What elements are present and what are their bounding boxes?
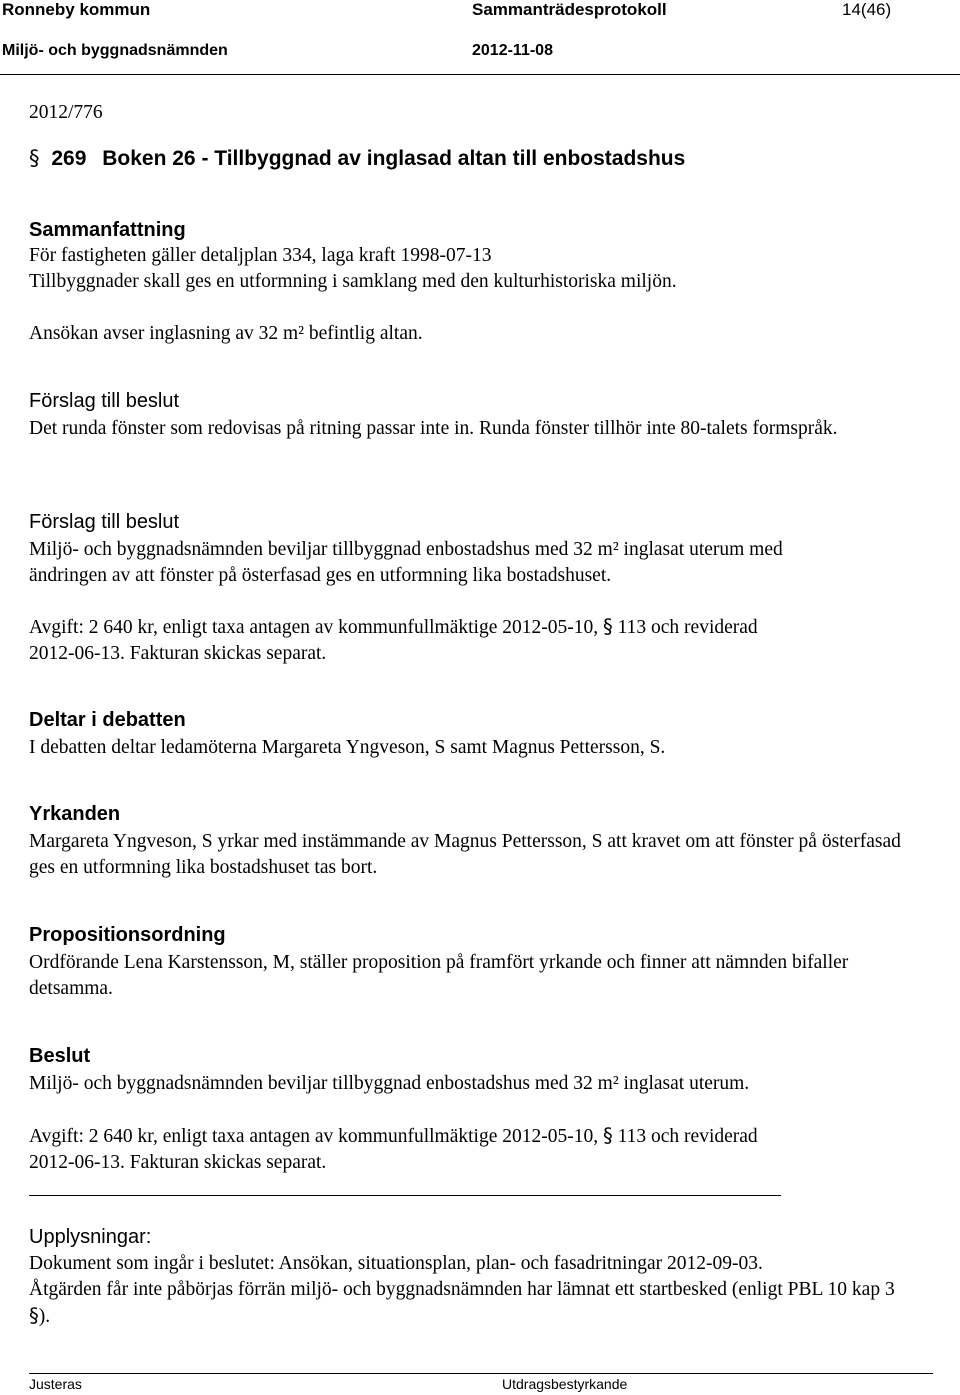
document-type: Sammanträdesprotokoll [472, 0, 667, 19]
forslag-text-2: Miljö- och byggnadsnämnden beviljar tillbyggnad enbostadshus med 32 m² inglasat uterum med ändringen av att fönster på österfasad ges en utformning lika bostadshuset. [29, 539, 783, 586]
beslut-fee-text-end: 113 och reviderad 2012-06-13. Fakturan skickas separat. [29, 1126, 758, 1173]
yrkanden-heading: Yrkanden [29, 803, 121, 825]
upplysningar-line-2 [29, 1277, 909, 1330]
upplysningar-section-symbol: § [29, 1304, 39, 1327]
header-rule [0, 74, 960, 75]
sammanfattning-line-1: För fastigheten gäller detaljplan 334, laga kraft 1998-07-13 [29, 245, 492, 266]
yrkanden-text: Margareta Yngveson, S yrkar med instämmande av Magnus Pettersson, S att kravet om att fönster på österfasad ges en utformning lika bostadshuset tas bort. [29, 831, 901, 878]
deltar-text: I debatten deltar ledamöterna Margareta Yngveson, S samt Magnus Pettersson, S. [29, 737, 666, 758]
meeting-date: 2012-11-08 [472, 42, 553, 59]
upplysningar-text-start: Åtgärden får inte påbörjas förrän miljö- och byggnadsnämnden har lämnat ett startbesked (enligt PBL 10 kap 3 [29, 1279, 895, 1300]
sammanfattning-line-3: Ansökan avser inglasning av 32 m² befintlig altan. [29, 323, 423, 344]
upplysningar-line-1: Dokument som ingår i beslutet: Ansökan, situationsplan, plan- och fasadritningar 2012-09-03. [29, 1253, 763, 1274]
fee-text-end: 113 och reviderad 2012-06-13. Fakturan skickas separat. [29, 617, 758, 664]
section-title [29, 146, 685, 171]
sammanfattning-heading: Sammanfattning [29, 219, 186, 241]
forslag-heading-1: Förslag till beslut [29, 390, 180, 412]
beslut-heading: Beslut [29, 1045, 91, 1067]
upplysningar-text-end: ). [38, 1306, 51, 1327]
page-number: 14(46) [842, 0, 892, 19]
fee-text-start: Avgift: 2 640 kr, enligt taxa antagen av kommunfullmäktige 2012-05-10, [29, 617, 603, 638]
deltar-heading: Deltar i debatten [29, 709, 186, 731]
section-symbol: § [29, 146, 40, 170]
separator-line [29, 1195, 781, 1196]
case-number: 2012/776 [29, 102, 103, 123]
upplysningar-heading: Upplysningar: [29, 1226, 152, 1248]
footer-utdragsbestyrkande: Utdragsbestyrkande [502, 1376, 628, 1392]
beslut-fee-text-start: Avgift: 2 640 kr, enligt taxa antagen av kommunfullmäktige 2012-05-10, [29, 1126, 603, 1147]
proposition-text: Ordförande Lena Karstensson, M, ställer proposition på framfört yrkande och finner att nämnden bifaller detsamma. [29, 952, 849, 999]
beslut-fee-section-symbol: § [602, 1124, 613, 1147]
beslut-text: Miljö- och byggnadsnämnden beviljar tillbyggnad enbostadshus med 32 m² inglasat uterum. [29, 1073, 750, 1094]
proposition-heading: Propositionsordning [29, 924, 226, 946]
footer-justeras: Justeras [29, 1376, 82, 1392]
section-number: 269 [51, 147, 87, 170]
municipality-name: Ronneby kommun [2, 0, 151, 19]
forslag-fee [29, 614, 799, 667]
footer-rule [29, 1373, 933, 1374]
sammanfattning-line-2: Tillbyggnader skall ges en utformning i samklang med den kulturhistoriska miljön. [29, 271, 677, 292]
fee-section-symbol: § [602, 615, 613, 638]
forslag-heading-2: Förslag till beslut [29, 511, 180, 533]
beslut-fee [29, 1123, 799, 1176]
section-heading: Boken 26 - Tillbyggnad av inglasad altan till enbostadshus [102, 147, 686, 170]
forslag-text-1: Det runda fönster som redovisas på ritning passar inte in. Runda fönster tillhör inte 80-talets formspråk. [29, 418, 838, 439]
committee-name: Miljö- och byggnadsnämnden [2, 42, 228, 59]
